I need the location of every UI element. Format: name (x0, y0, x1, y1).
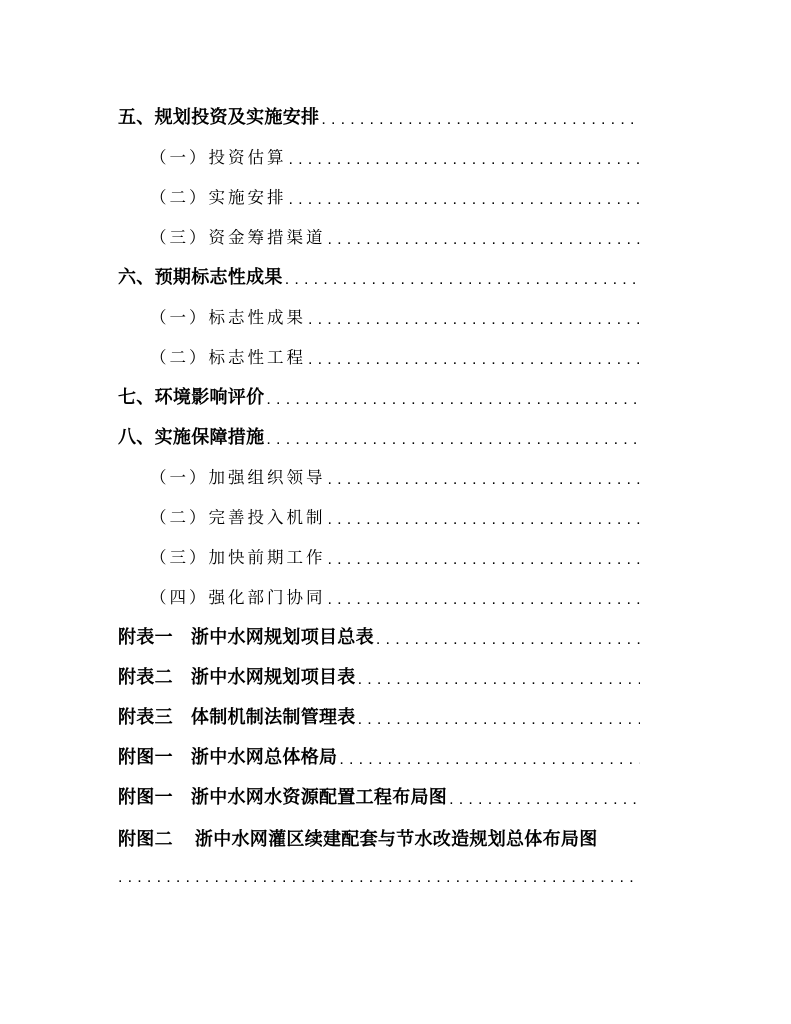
toc-entry-title: （一）标志性成果 (150, 308, 306, 327)
toc-entry-appendix-figure-2[interactable] (118, 826, 718, 856)
toc-entry-name: 体制机制法制管理表 (190, 707, 356, 728)
toc-dot-leader (326, 590, 645, 610)
toc-dot-leader (374, 630, 640, 650)
toc-dot-leader (356, 670, 640, 690)
toc-entry-section-6[interactable] (118, 262, 640, 290)
toc-dot-leader (319, 110, 640, 130)
toc-dot-leader (287, 150, 645, 170)
toc-entry-title (118, 706, 356, 730)
toc-entry-section-8-4[interactable] (150, 582, 644, 610)
toc-entry-section-7[interactable] (118, 382, 640, 410)
toc-dot-leader (337, 750, 640, 770)
toc-dot-leader (356, 710, 640, 730)
toc-entry-name: 浙中水网灌区续建配套与节水改造规划总体布局图 (194, 829, 598, 850)
toc-entry-title: （一）投资估算 (150, 148, 287, 167)
toc-entry-title (118, 746, 337, 770)
toc-entry-title: （四）强化部门协同 (150, 588, 326, 607)
toc-entry-label: 附表一 (118, 627, 173, 648)
toc-entry-appendix-table-2[interactable] (118, 662, 640, 690)
toc-entry-title (118, 666, 356, 690)
toc-entry-appendix-figure-1b[interactable] (118, 782, 640, 810)
toc-entry-section-6-1[interactable] (150, 302, 644, 330)
toc-dot-leader (264, 390, 640, 410)
toc-entry-section-6-2[interactable] (150, 342, 644, 370)
toc-entry-appendix-figure-1[interactable] (118, 742, 640, 770)
toc-entry-label: 附表三 (118, 707, 173, 728)
toc-dot-leader (447, 790, 640, 810)
toc-entry-title: （三）加快前期工作 (150, 548, 326, 567)
toc-entry-name: 浙中水网总体格局 (190, 747, 338, 768)
toc-entry-title (118, 626, 374, 650)
toc-entry-appendix-table-3[interactable] (118, 702, 640, 730)
toc-entry-title: 六、预期标志性成果 (118, 267, 283, 288)
toc-entry-name: 浙中水网规划项目总表 (190, 627, 374, 648)
toc-entry-title: （三）资金筹措渠道 (150, 228, 326, 247)
toc-entry-appendix-table-1[interactable] (118, 622, 640, 650)
toc-dot-leader (326, 470, 645, 490)
toc-entry-label: 附图二 (118, 829, 173, 850)
toc-entry-label: 附表二 (118, 667, 173, 688)
toc-entry-title: （一）加强组织领导 (150, 468, 326, 487)
toc-entry-name: 浙中水网水资源配置工程布局图 (190, 787, 448, 808)
toc-entry-title: （二）完善投入机制 (150, 508, 326, 527)
toc-entry-section-8[interactable] (118, 422, 640, 450)
toc-entry-section-5-2[interactable] (150, 182, 644, 210)
toc-dot-leader (326, 510, 645, 530)
toc-dot-leader (326, 230, 645, 250)
toc-dot-leader (306, 350, 644, 370)
toc-entry-section-5-3[interactable] (150, 222, 644, 250)
toc-entry-section-8-2[interactable] (150, 502, 644, 530)
toc-entry-label: 附图一 (118, 747, 173, 768)
toc-entry-title (118, 786, 447, 810)
toc-entry-name: 浙中水网规划项目表 (190, 667, 356, 688)
toc-entry-section-5[interactable] (118, 102, 640, 130)
toc-entry-title: 八、实施保障措施 (118, 427, 265, 448)
toc-dot-leader (118, 868, 640, 892)
toc-entry-label: 附图一 (118, 787, 173, 808)
toc-dot-leader (264, 430, 640, 450)
toc-entry-title: 五、规划投资及实施安排 (118, 107, 320, 128)
toc-entry-title: （二）实施安排 (150, 188, 287, 207)
toc-entry-section-5-1[interactable] (150, 142, 644, 170)
toc-entry-section-8-1[interactable] (150, 462, 644, 490)
toc-dot-leader (283, 270, 640, 290)
toc-entry-section-8-3[interactable] (150, 542, 644, 570)
toc-dot-leader (326, 550, 645, 570)
toc-dot-leader (306, 310, 644, 330)
toc-dot-leader (287, 190, 645, 210)
toc-entry-title: 七、环境影响评价 (118, 387, 265, 408)
toc-entry-title: （二）标志性工程 (150, 348, 306, 367)
